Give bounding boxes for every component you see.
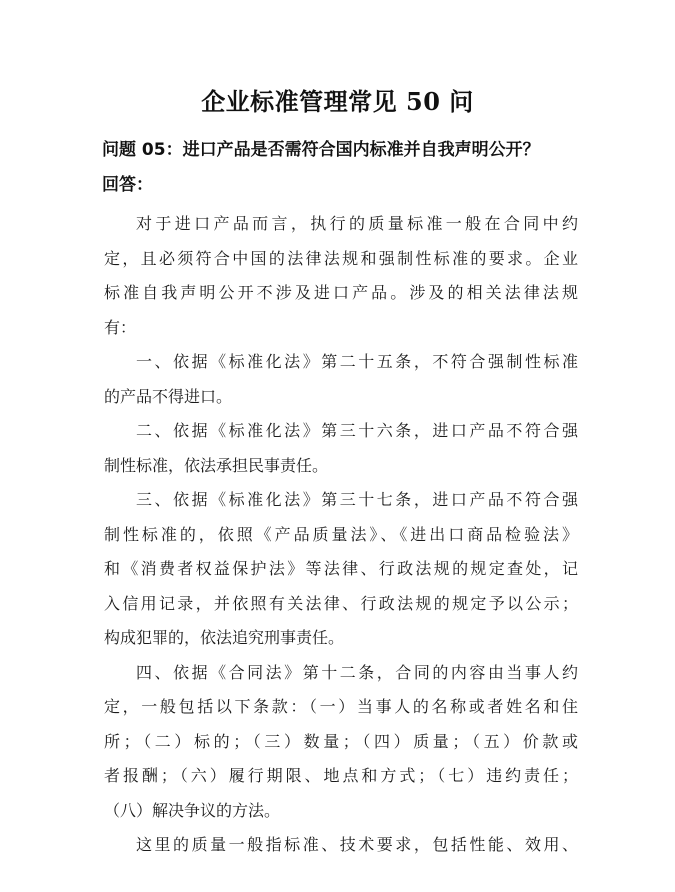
text-line: 二、依据《标准化法》第三十六条，进口产品不符合强 [136, 421, 578, 440]
document-title: 企业标准管理常见 50 问 [201, 87, 474, 116]
text-line: 和《消费者权益保护法》等法律、行政法规的规定查处，记 [104, 559, 578, 578]
question-heading: 问题 05：进口产品是否需符合国内标准并自我声明公开？ [102, 140, 540, 160]
paragraph [104, 656, 578, 829]
text-line: 这里的质量一般指标准、技术要求，包括性能、效用、 [136, 835, 578, 854]
text-line: 入信用记录，并依照有关法律、行政法规的规定予以公示； [104, 593, 578, 613]
text-line: 有： [104, 317, 137, 337]
text-line: 所；（二）标的；（三）数量；（四）质量；（五）价款或 [104, 731, 578, 751]
text-line: 标准自我声明公开不涉及进口产品。涉及的相关法律法规 [104, 283, 578, 302]
paragraph [104, 414, 578, 483]
paragraph [104, 207, 578, 345]
paragraph [104, 483, 578, 656]
text-line: 三、依据《标准化法》第三十七条，进口产品不符合强 [136, 490, 578, 509]
text-line: 者报酬；（六）履行期限、地点和方式；（七）违约责任； [104, 766, 578, 785]
text-line: 制性标准的，依照《产品质量法》、《进出口商品检验法》 [104, 524, 578, 544]
text-line: 一、依据《标准化法》第二十五条，不符合强制性标准 [136, 352, 578, 371]
text-line: 定，且必须符合中国的法律法规和强制性标准的要求。企业 [104, 248, 578, 268]
text-line: 对于进口产品而言，执行的质量标准一般在合同中约 [136, 214, 578, 233]
paragraph [104, 828, 578, 863]
paragraph [104, 345, 578, 414]
text-line: （八）解决争议的方法。 [104, 800, 281, 820]
text-line: 构成犯罪的，依法追究刑事责任。 [104, 628, 345, 647]
text-line: 定，一般包括以下条款：（一）当事人的名称或者姓名和住 [104, 697, 578, 716]
answer-body [104, 207, 578, 863]
text-line: 四、依据《合同法》第十二条，合同的内容由当事人约 [136, 662, 578, 682]
text-line: 制性标准，依法承担民事责任。 [104, 455, 329, 475]
answer-label: 回答： [102, 175, 153, 195]
text-line: 的产品不得进口。 [104, 386, 233, 406]
